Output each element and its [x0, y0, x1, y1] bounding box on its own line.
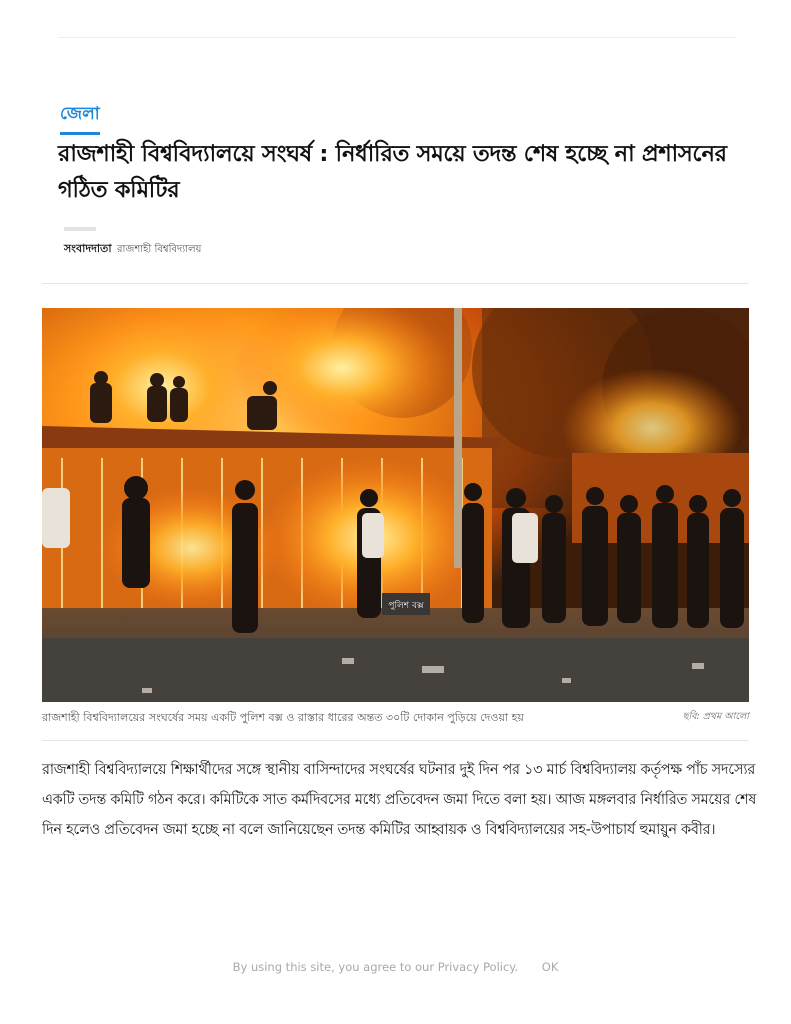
consent-ok-button[interactable]: OK	[541, 960, 559, 974]
article-photo	[42, 308, 749, 702]
photo-credit: ছবি: প্রথম আলো	[682, 711, 749, 722]
byline-author: সংবাদদাতা	[64, 242, 112, 255]
photo-caption-text: রাজশাহী বিশ্ববিদ্যালয়ের সংঘর্ষের সময় একটি পুলিশ বক্স ও রাস্তার ধারের অন্তত ৩০টি দোকান পুড়িয়ে দেওয়া হয়	[42, 711, 524, 724]
header-divider	[42, 283, 749, 284]
top-divider	[58, 37, 736, 38]
consent-text: By using this site, you agree to our Privacy Policy.	[232, 960, 519, 974]
article-headline: রাজশাহী বিশ্ববিদ্যালয়ে সংঘর্ষ : নির্ধারিত সময়ে তদন্ত শেষ হচ্ছে না প্রশাসনের গঠিত কমিটির	[58, 141, 727, 203]
byline-accent-bar	[64, 227, 96, 231]
cookie-consent-bar	[0, 960, 791, 974]
caption-divider	[42, 740, 749, 741]
fire-scene-illustration	[42, 308, 749, 702]
section-link-district[interactable]: জেলা	[60, 101, 100, 135]
byline-location: রাজশাহী বিশ্ববিদ্যালয়	[117, 244, 202, 255]
photo-caption	[42, 709, 749, 728]
byline	[64, 240, 201, 259]
police-box-sign: পুলিশ বক্স	[388, 601, 424, 611]
article-body-paragraph: রাজশাহী বিশ্ববিদ্যালয়ে শিক্ষার্থীদের সঙ্গে স্থানীয় বাসিন্দাদের সংঘর্ষের ঘটনার দুই দিন পর ১৩ মার্চ বিশ্ববিদ্যালয় কর্তৃপক্ষ পাঁচ সদস্যের একটি তদন্ত কমিটি গঠন করে। কমিটিকে সাত কর্মদিবসের মধ্যে প্রতিবেদন জমা দিতে বলা হয়। আজ মঙ্গলবার নির্ধারিত সময়ের শেষ দিন হলেও প্রতিবেদন জমা হচ্ছে না বলে জানিয়েছেন তদন্ত কমিটির আহ্বায়ক ও বিশ্ববিদ্যালয়ের সহ-উপাচার্য হুমায়ুন কবীর।	[42, 762, 757, 838]
